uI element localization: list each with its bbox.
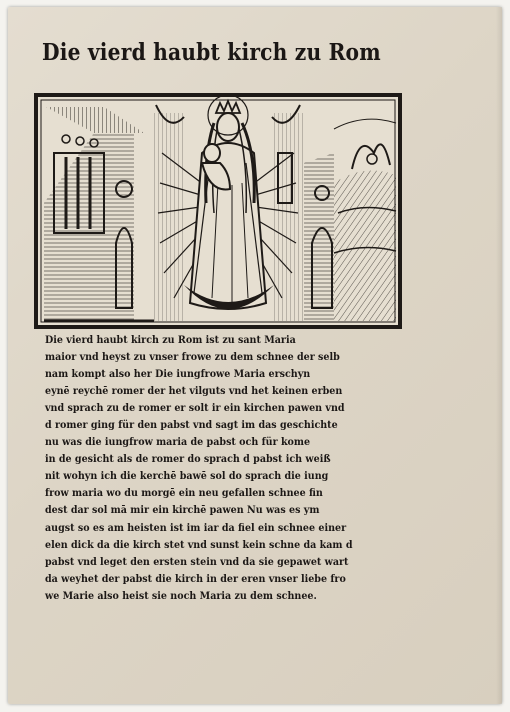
madonna-woodcut-illustration bbox=[34, 93, 402, 329]
text-line: in de gesicht als de romer do sprach d pabst ich weiß bbox=[45, 453, 331, 466]
text-line: vnd sprach zu de romer er solt ir ein kirchen pawen vnd bbox=[45, 402, 345, 415]
text-line: dest dar sol mā mir ein kirchē pawen Nu was es ym bbox=[45, 504, 320, 517]
text-line: nit wohyn ich die kerchē bawē sol do sprach die iung bbox=[45, 470, 329, 483]
text-line: pabst vnd leget den ersten stein vnd da sie gepawet wart bbox=[45, 555, 349, 568]
text-line: frow maria wo du morgē ein neu gefallen schnee fin bbox=[45, 487, 323, 500]
text-line: elen dick da die kirch stet vnd sunst kein schne da kam d bbox=[45, 538, 353, 551]
text-line: nu was die iungfrow maria de pabst och für kome bbox=[45, 436, 311, 449]
text-line: we Marie also heist sie noch Maria zu dem schnee. bbox=[45, 589, 317, 602]
page-title: Die vierd haubt kirch zu Rom bbox=[42, 39, 381, 66]
text-line: augst so es am heisten ist im iar da fiel ein schnee einer bbox=[45, 521, 347, 534]
text-line: eynē reychē romer der het vilguts vnd het keinen erben bbox=[45, 385, 343, 398]
book-page bbox=[8, 7, 502, 704]
body-text bbox=[45, 332, 411, 605]
text-line: nam kompt also her Die iungfrowe Maria erschyn bbox=[45, 368, 311, 381]
text-line: da weyhet der pabst die kirch in der eren vnser liebe fro bbox=[45, 572, 346, 585]
text-line: d romer ging für den pabst vnd sagt im das geschichte bbox=[45, 419, 338, 432]
text-line: maior vnd heyst zu vnser frowe zu dem schnee der selb bbox=[45, 351, 340, 364]
text-line: Die vierd haubt kirch zu Rom ist zu sant Maria bbox=[45, 334, 296, 346]
